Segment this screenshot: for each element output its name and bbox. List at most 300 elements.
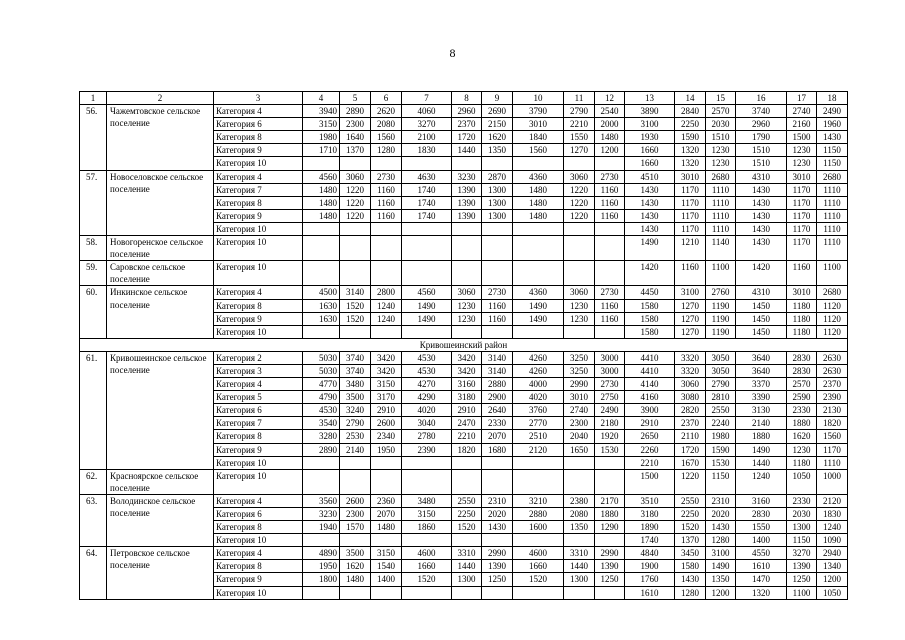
settlement-number: 64.	[80, 547, 107, 599]
value-cell: 1740	[402, 196, 452, 209]
value-cell: 1720	[675, 443, 706, 456]
value-cell: 1110	[817, 222, 848, 235]
value-cell	[452, 236, 482, 261]
value-cell: 1660	[513, 560, 564, 573]
value-cell: 2570	[706, 105, 736, 118]
value-cell: 1540	[371, 560, 402, 573]
value-cell: 1660	[402, 560, 452, 573]
settlement-name: Володинское сельское поселение	[107, 494, 214, 546]
value-cell: 1880	[736, 430, 787, 443]
value-cell: 2810	[706, 391, 736, 404]
value-cell: 2570	[787, 378, 817, 391]
value-cell: 2490	[817, 105, 848, 118]
value-cell: 1350	[706, 573, 736, 586]
value-cell: 1230	[564, 312, 595, 325]
value-cell	[371, 261, 402, 286]
value-cell: 4600	[402, 547, 452, 560]
category-cell: Категория 9	[214, 144, 303, 157]
settlement-number: 63.	[80, 494, 107, 546]
value-cell: 4790	[303, 391, 340, 404]
value-cell: 2990	[564, 378, 595, 391]
value-cell: 1430	[625, 183, 675, 196]
category-cell: Категория 7	[214, 417, 303, 430]
value-cell: 3010	[675, 170, 706, 183]
value-cell: 1160	[482, 312, 513, 325]
value-cell: 2890	[340, 105, 371, 118]
value-cell: 1890	[625, 521, 675, 534]
column-header: 15	[706, 92, 736, 105]
value-cell	[402, 469, 452, 494]
category-cell: Категория 4	[214, 378, 303, 391]
value-cell: 2490	[595, 404, 625, 417]
value-cell: 1270	[675, 299, 706, 312]
settlement-number: 57.	[80, 170, 107, 235]
value-cell: 2380	[564, 494, 595, 507]
value-cell: 1250	[482, 573, 513, 586]
value-cell: 2730	[595, 170, 625, 183]
value-cell	[402, 325, 452, 338]
value-cell: 2120	[513, 443, 564, 456]
value-cell	[303, 456, 340, 469]
value-cell	[303, 534, 340, 547]
value-cell	[371, 456, 402, 469]
category-cell: Категория 8	[214, 430, 303, 443]
value-cell: 1450	[736, 325, 787, 338]
value-cell: 1320	[736, 586, 787, 599]
value-cell: 3310	[452, 547, 482, 560]
value-cell	[340, 261, 371, 286]
value-cell: 3170	[371, 391, 402, 404]
value-cell: 1940	[303, 521, 340, 534]
value-cell: 1300	[482, 196, 513, 209]
value-cell: 1230	[706, 144, 736, 157]
value-cell: 1390	[595, 560, 625, 573]
value-cell: 1710	[303, 144, 340, 157]
value-cell: 4060	[402, 105, 452, 118]
column-header: 5	[340, 92, 371, 105]
value-cell: 4260	[513, 364, 564, 377]
value-cell: 1350	[564, 521, 595, 534]
value-cell: 2790	[340, 417, 371, 430]
value-cell: 1110	[817, 196, 848, 209]
value-cell: 1490	[513, 312, 564, 325]
value-cell: 1250	[787, 573, 817, 586]
value-cell: 2730	[371, 170, 402, 183]
value-cell: 4360	[513, 170, 564, 183]
value-cell: 2390	[402, 443, 452, 456]
value-cell: 1050	[817, 586, 848, 599]
value-cell: 3150	[402, 508, 452, 521]
value-cell: 1230	[787, 144, 817, 157]
value-cell: 2820	[675, 404, 706, 417]
value-cell: 3140	[340, 286, 371, 299]
value-cell: 3100	[625, 118, 675, 131]
value-cell: 1620	[340, 560, 371, 573]
value-cell: 2890	[303, 443, 340, 456]
value-cell: 3230	[452, 170, 482, 183]
value-cell: 1430	[706, 521, 736, 534]
value-cell	[482, 534, 513, 547]
value-cell: 1100	[706, 261, 736, 286]
value-cell: 1450	[736, 299, 787, 312]
value-cell: 3420	[371, 364, 402, 377]
table-row	[80, 286, 848, 299]
value-cell: 1180	[787, 312, 817, 325]
value-cell: 1680	[482, 443, 513, 456]
value-cell: 1220	[564, 183, 595, 196]
value-cell: 2730	[595, 286, 625, 299]
column-header: 18	[817, 92, 848, 105]
value-cell: 1300	[564, 573, 595, 586]
value-cell: 1830	[402, 144, 452, 157]
value-cell: 1650	[564, 443, 595, 456]
value-cell	[595, 222, 625, 235]
value-cell: 2370	[452, 118, 482, 131]
value-cell: 1520	[513, 573, 564, 586]
value-cell: 1370	[340, 144, 371, 157]
value-cell: 1430	[736, 183, 787, 196]
table-row	[80, 105, 848, 118]
value-cell: 3010	[564, 391, 595, 404]
value-cell: 1580	[625, 325, 675, 338]
value-cell: 1620	[787, 430, 817, 443]
value-cell: 1760	[625, 573, 675, 586]
value-cell: 1440	[736, 456, 787, 469]
value-cell: 1430	[736, 209, 787, 222]
value-cell: 4160	[625, 391, 675, 404]
value-cell: 2880	[513, 508, 564, 521]
value-cell: 3320	[675, 351, 706, 364]
value-cell	[452, 586, 482, 599]
value-cell: 2360	[371, 494, 402, 507]
value-cell: 2790	[706, 378, 736, 391]
value-cell	[564, 325, 595, 338]
value-cell: 1190	[706, 312, 736, 325]
value-cell: 1480	[595, 131, 625, 144]
value-cell: 4500	[303, 286, 340, 299]
settlement-name: Чажемтовское сельское поселение	[107, 105, 214, 170]
value-cell: 3250	[564, 364, 595, 377]
value-cell	[513, 236, 564, 261]
category-cell: Категория 8	[214, 521, 303, 534]
value-cell: 3080	[675, 391, 706, 404]
value-cell: 1400	[736, 534, 787, 547]
value-cell: 3060	[675, 378, 706, 391]
value-cell: 1220	[564, 196, 595, 209]
value-cell: 2210	[452, 430, 482, 443]
table-row	[80, 170, 848, 183]
value-cell: 2110	[675, 430, 706, 443]
value-cell: 2680	[706, 170, 736, 183]
value-cell: 4290	[402, 391, 452, 404]
value-cell: 1480	[303, 196, 340, 209]
category-cell: Категория 8	[214, 131, 303, 144]
value-cell: 1350	[482, 144, 513, 157]
value-cell: 3450	[675, 547, 706, 560]
value-cell: 2310	[706, 494, 736, 507]
value-cell: 4450	[625, 286, 675, 299]
settlement-name: Новоселовское сельское поселение	[107, 170, 214, 235]
value-cell: 1510	[706, 131, 736, 144]
value-cell: 3420	[452, 351, 482, 364]
value-cell: 1490	[402, 299, 452, 312]
value-cell: 1490	[625, 236, 675, 261]
value-cell: 2880	[482, 378, 513, 391]
value-cell: 1830	[817, 508, 848, 521]
value-cell	[595, 261, 625, 286]
value-cell: 1230	[706, 157, 736, 170]
value-cell: 2550	[706, 404, 736, 417]
value-cell: 5030	[303, 364, 340, 377]
table-row	[80, 494, 848, 507]
value-cell: 1110	[706, 222, 736, 235]
value-cell: 4260	[513, 351, 564, 364]
value-cell: 1530	[595, 443, 625, 456]
value-cell: 2310	[482, 494, 513, 507]
value-cell: 2730	[482, 286, 513, 299]
value-cell: 2180	[595, 417, 625, 430]
value-cell: 1230	[564, 299, 595, 312]
value-cell: 3150	[371, 547, 402, 560]
value-cell: 3280	[303, 430, 340, 443]
value-cell: 1470	[736, 573, 787, 586]
value-cell: 2330	[787, 404, 817, 417]
value-cell: 2650	[625, 430, 675, 443]
category-cell: Категория 9	[214, 443, 303, 456]
value-cell	[452, 222, 482, 235]
value-cell: 1390	[452, 183, 482, 196]
value-cell: 1490	[513, 299, 564, 312]
column-header: 7	[402, 92, 452, 105]
category-cell: Категория 4	[214, 547, 303, 560]
value-cell: 3740	[736, 105, 787, 118]
value-cell: 2600	[371, 417, 402, 430]
value-cell: 2870	[482, 170, 513, 183]
value-cell: 2240	[706, 417, 736, 430]
value-cell: 3240	[340, 404, 371, 417]
value-cell: 2040	[564, 430, 595, 443]
value-cell: 1510	[736, 157, 787, 170]
category-cell: Категория 7	[214, 183, 303, 196]
category-cell: Категория 10	[214, 469, 303, 494]
value-cell: 1160	[595, 196, 625, 209]
value-cell: 2250	[675, 508, 706, 521]
value-cell: 1160	[595, 312, 625, 325]
value-cell: 3000	[595, 364, 625, 377]
value-cell	[564, 534, 595, 547]
value-cell: 2000	[595, 118, 625, 131]
value-cell: 3150	[371, 378, 402, 391]
value-cell: 2550	[452, 494, 482, 507]
value-cell: 1170	[817, 443, 848, 456]
column-header: 11	[564, 92, 595, 105]
value-cell: 2960	[736, 118, 787, 131]
value-cell: 2390	[817, 391, 848, 404]
value-cell: 1490	[736, 443, 787, 456]
value-cell	[340, 157, 371, 170]
value-cell: 1280	[706, 534, 736, 547]
value-cell: 3510	[625, 494, 675, 507]
settlement-name: Петровское сельское поселение	[107, 547, 214, 599]
value-cell	[564, 236, 595, 261]
value-cell: 1240	[371, 299, 402, 312]
category-cell: Категория 4	[214, 286, 303, 299]
value-cell: 1100	[817, 261, 848, 286]
value-cell: 1170	[675, 196, 706, 209]
value-cell: 1370	[675, 534, 706, 547]
value-cell: 1800	[303, 573, 340, 586]
value-cell: 4530	[402, 351, 452, 364]
value-cell: 4510	[625, 170, 675, 183]
category-cell: Категория 10	[214, 586, 303, 599]
value-cell: 2960	[452, 105, 482, 118]
value-cell: 3160	[452, 378, 482, 391]
district-name: Кривошеинский район	[80, 338, 848, 351]
value-cell: 1490	[402, 312, 452, 325]
value-cell: 1240	[736, 469, 787, 494]
value-cell: 1050	[787, 469, 817, 494]
column-header: 17	[787, 92, 817, 105]
value-cell: 1590	[706, 443, 736, 456]
value-cell: 2620	[371, 105, 402, 118]
value-cell: 1520	[452, 521, 482, 534]
value-cell: 1600	[513, 521, 564, 534]
value-cell: 4310	[736, 286, 787, 299]
value-cell: 1450	[736, 312, 787, 325]
value-cell: 1840	[513, 131, 564, 144]
value-cell	[482, 325, 513, 338]
column-header: 4	[303, 92, 340, 105]
value-cell: 1950	[303, 560, 340, 573]
value-cell: 1230	[787, 443, 817, 456]
value-cell	[513, 469, 564, 494]
tariff-table	[79, 91, 848, 600]
value-cell: 2600	[340, 494, 371, 507]
value-cell: 2370	[817, 378, 848, 391]
value-cell: 3100	[675, 286, 706, 299]
value-cell: 1160	[595, 183, 625, 196]
category-cell: Категория 8	[214, 560, 303, 573]
value-cell	[402, 236, 452, 261]
value-cell: 1440	[452, 144, 482, 157]
value-cell: 1220	[340, 209, 371, 222]
value-cell: 2940	[817, 547, 848, 560]
value-cell: 2760	[706, 286, 736, 299]
value-cell: 2150	[482, 118, 513, 131]
value-cell: 2300	[340, 508, 371, 521]
value-cell: 2370	[675, 417, 706, 430]
value-cell	[513, 261, 564, 286]
value-cell	[371, 325, 402, 338]
value-cell: 1560	[817, 430, 848, 443]
value-cell: 1160	[675, 261, 706, 286]
value-cell: 1950	[371, 443, 402, 456]
value-cell: 1520	[340, 299, 371, 312]
value-cell	[402, 534, 452, 547]
value-cell: 1670	[675, 456, 706, 469]
value-cell: 1170	[787, 183, 817, 196]
category-cell: Категория 10	[214, 236, 303, 261]
settlement-number: 62.	[80, 469, 107, 494]
value-cell: 2330	[787, 494, 817, 507]
value-cell: 3480	[402, 494, 452, 507]
value-cell: 1120	[817, 325, 848, 338]
column-header: 16	[736, 92, 787, 105]
value-cell: 1240	[817, 521, 848, 534]
value-cell	[303, 157, 340, 170]
value-cell: 4000	[513, 378, 564, 391]
value-cell	[452, 325, 482, 338]
value-cell: 2900	[482, 391, 513, 404]
value-cell	[482, 469, 513, 494]
value-cell: 2020	[482, 508, 513, 521]
value-cell: 1500	[787, 131, 817, 144]
table-row	[80, 469, 848, 494]
category-cell: Категория 6	[214, 404, 303, 417]
value-cell: 1220	[675, 469, 706, 494]
value-cell: 1100	[787, 586, 817, 599]
value-cell	[564, 586, 595, 599]
value-cell: 3480	[340, 378, 371, 391]
value-cell: 2300	[340, 118, 371, 131]
value-cell: 3050	[706, 351, 736, 364]
value-cell: 1340	[817, 560, 848, 573]
value-cell: 1150	[817, 157, 848, 170]
value-cell: 1480	[371, 521, 402, 534]
value-cell: 3420	[371, 351, 402, 364]
value-cell: 1200	[706, 586, 736, 599]
value-cell: 2640	[482, 404, 513, 417]
value-cell: 3130	[736, 404, 787, 417]
category-cell: Категория 10	[214, 157, 303, 170]
value-cell: 1220	[564, 209, 595, 222]
value-cell: 3060	[564, 170, 595, 183]
value-cell: 1580	[675, 560, 706, 573]
value-cell: 1820	[452, 443, 482, 456]
value-cell	[340, 456, 371, 469]
value-cell	[595, 469, 625, 494]
value-cell	[371, 157, 402, 170]
value-cell: 3640	[736, 364, 787, 377]
value-cell: 2680	[817, 286, 848, 299]
value-cell: 2540	[595, 105, 625, 118]
value-cell: 1560	[371, 131, 402, 144]
value-cell: 1390	[452, 196, 482, 209]
value-cell: 4410	[625, 364, 675, 377]
value-cell: 1110	[706, 196, 736, 209]
value-cell: 2750	[595, 391, 625, 404]
value-cell: 2800	[371, 286, 402, 299]
value-cell: 1430	[736, 196, 787, 209]
category-cell: Категория 5	[214, 391, 303, 404]
value-cell	[340, 534, 371, 547]
value-cell: 1170	[675, 222, 706, 235]
table-row	[80, 236, 848, 261]
value-cell: 1480	[513, 209, 564, 222]
value-cell: 1280	[675, 586, 706, 599]
value-cell: 2020	[706, 508, 736, 521]
value-cell: 2550	[675, 494, 706, 507]
value-cell: 3230	[303, 508, 340, 521]
value-cell	[340, 236, 371, 261]
value-cell: 2910	[371, 404, 402, 417]
value-cell	[564, 456, 595, 469]
value-cell: 1570	[340, 521, 371, 534]
category-cell: Категория 9	[214, 573, 303, 586]
value-cell: 1390	[787, 560, 817, 573]
value-cell: 3420	[452, 364, 482, 377]
value-cell: 1960	[817, 118, 848, 131]
